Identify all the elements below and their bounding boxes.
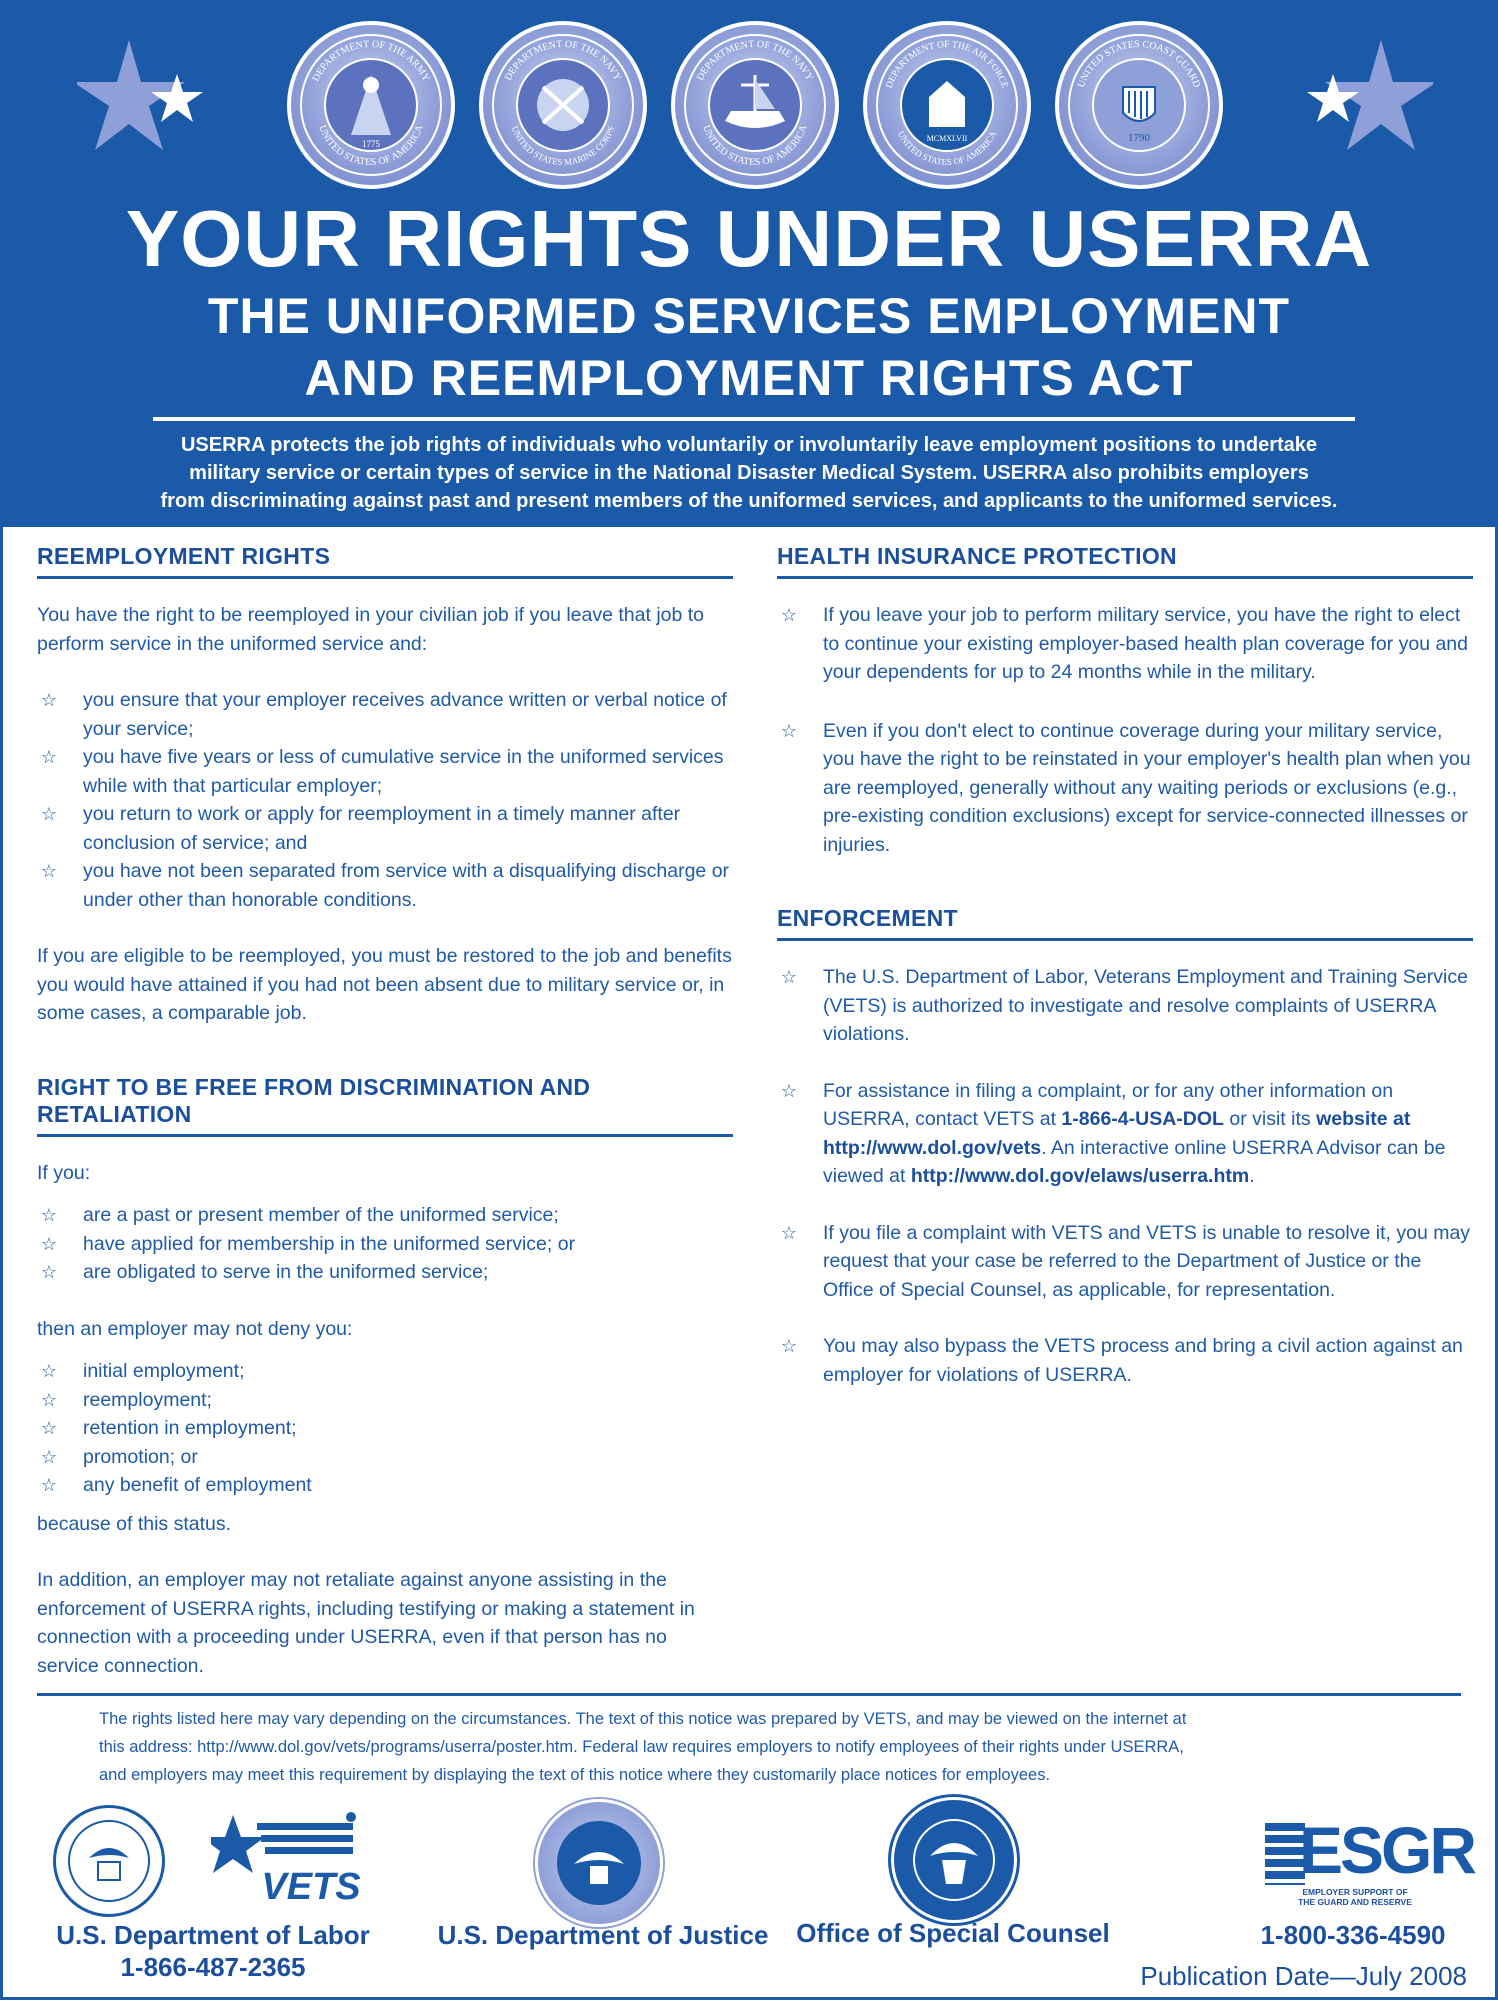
list-item: ☆ you have five years or less of cumulative service in the uniformed services while with that particular employer; — [37, 743, 733, 800]
health-heading: HEALTH INSURANCE PROTECTION — [777, 543, 1473, 579]
air-force-seal-icon — [863, 21, 1031, 189]
dol-seal-icon — [53, 1805, 165, 1917]
title-divider — [153, 417, 1355, 421]
star-bullet-icon: ☆ — [780, 967, 798, 987]
vets-phone-link[interactable]: 1-866-4-USA-DOL — [1061, 1108, 1224, 1130]
star-bullet-icon: ☆ — [780, 1222, 798, 1243]
enforcement-list — [777, 963, 1473, 1389]
star-bullet-icon: ☆ — [40, 804, 58, 824]
deny-list — [37, 1357, 733, 1500]
reemployment-closing: If you are eligible to be reemployed, you must be restored to the job and benefits you would have attained if you had not been absent due to military service or, in some cases, a comparable job. — [37, 945, 732, 1024]
star-bullet-icon: ☆ — [40, 1418, 58, 1438]
because-status: because of this status. — [37, 1512, 232, 1535]
esgr-block — [1223, 1919, 1483, 1951]
star-bullet-icon: ☆ — [40, 1446, 58, 1467]
star-bullet-icon: ☆ — [40, 690, 58, 710]
reemployment-conditions-list — [37, 686, 733, 914]
svg-text:UNITED STATES COAST GUARD: UNITED STATES COAST GUARD — [1075, 38, 1203, 90]
header-banner — [3, 3, 1495, 527]
osc-name: Office of Special Counsel — [796, 1918, 1110, 1948]
svg-text:DEPARTMENT OF THE ARMY: DEPARTMENT OF THE ARMY — [310, 38, 432, 84]
star-bullet-icon: ☆ — [780, 1080, 798, 1101]
star-bullet-icon: ☆ — [40, 1205, 58, 1225]
star-bullet-icon: ☆ — [780, 720, 798, 741]
userra-advisor-link[interactable]: http://www.dol.gov/elaws/userra.htm — [910, 1165, 1250, 1187]
list-item: ☆ promotion; or — [37, 1443, 733, 1472]
star-bullet-icon: ☆ — [780, 1336, 798, 1356]
list-item: ☆ are a past or present member of the uniformed service; — [37, 1201, 733, 1230]
svg-text:UNITED STATES MARINE CORPS: UNITED STATES MARINE CORPS — [509, 124, 617, 168]
army-seal-icon — [287, 21, 455, 189]
reemployment-heading: REEMPLOYMENT RIGHTS — [37, 543, 733, 579]
dol-name: U.S. Department of Labor — [56, 1920, 370, 1950]
right-column — [777, 543, 1473, 1389]
star-bullet-icon: ☆ — [40, 1361, 58, 1381]
svg-text:1790: 1790 — [1128, 132, 1150, 144]
list-item: ☆ any benefit of employment — [37, 1471, 733, 1500]
list-item: ☆ you ensure that your employer receives advance written or verbal notice of your service; — [37, 686, 733, 743]
osc-block — [783, 1917, 1123, 1949]
vets-website-link[interactable]: website at http://www.dol.gov/vets — [823, 1108, 1411, 1159]
doj-block — [423, 1919, 783, 1951]
svg-text:1775: 1775 — [362, 139, 380, 149]
poster-title: YOUR RIGHTS UNDER USERRA — [125, 194, 1373, 283]
doj-seal-icon — [535, 1799, 663, 1927]
star-bullet-icon: ☆ — [40, 1262, 58, 1282]
left-column — [37, 543, 733, 1680]
list-item: ☆ reemployment; — [37, 1386, 733, 1415]
list-item: ☆ are obligated to serve in the uniformed service; — [37, 1258, 733, 1287]
svg-text:MCMXLVII: MCMXLVII — [926, 134, 968, 143]
esgr-logo: ESGR EMPLOYER SUPPORT OF THE GUARD AND RESERVE — [1265, 1823, 1445, 1923]
list-item: ☆ If you leave your job to perform military service, you have the right to elect to continue your existing employer-based health plan coverage for you and your dependents for up to 24 months while in the military. — [777, 601, 1473, 687]
svg-text:DEPARTMENT OF THE NAVY: DEPARTMENT OF THE NAVY — [694, 38, 816, 83]
list-item: ☆ have applied for membership in the uniformed service; or — [37, 1230, 733, 1259]
reemployment-lead: You have the right to be reemployed in your civilian job if you leave that job to perform service in the uniformed service and: — [37, 604, 705, 655]
svg-text:DEPARTMENT OF THE NAVY: DEPARTMENT OF THE NAVY — [502, 38, 624, 83]
list-item: ☆ initial employment; — [37, 1357, 733, 1386]
left-stars-icon — [77, 38, 217, 158]
membership-list — [37, 1201, 733, 1287]
dol-block — [43, 1919, 383, 1983]
svg-text:UNITED STATES OF AMERICA: UNITED STATES OF AMERICA — [700, 123, 810, 169]
footer-divider — [37, 1693, 1461, 1696]
svg-text:UNITED STATES OF AMERICA: UNITED STATES OF AMERICA — [895, 129, 999, 168]
list-item: ☆ If you file a complaint with VETS and VETS is unable to resolve it, you may request that your case be referred to the Department of Justice or the Office of Special Counsel, as applicable, for representation. — [777, 1219, 1473, 1305]
list-item: ☆ retention in employment; — [37, 1414, 733, 1443]
star-bullet-icon: ☆ — [780, 605, 798, 625]
health-list — [777, 601, 1473, 859]
star-bullet-icon: ☆ — [40, 861, 58, 881]
list-item: ☆ You may also bypass the VETS process and bring a civil action against an employer for violations of USERRA. — [777, 1332, 1473, 1389]
list-item: ☆ Even if you don't elect to continue coverage during your military service, you have the right to be reinstated in your employer's health plan when you are reemployed, generally without any waiting periods or exclusions (e.g., pre-existing condition exclusions) except for service-connected illnesses or injuries. — [777, 717, 1473, 860]
osc-seal-icon — [891, 1797, 1017, 1923]
star-bullet-icon: ☆ — [40, 1389, 58, 1410]
footer-note: The rights listed here may vary depending on the circumstances. The text of this notice was prepared by VETS, and may be viewed on the internet at this address: http://www.dol.gov/vets/programs/userra/poster.htm. Federal law requires employers to notify employees of their rights under USERRA, and employers may meet this requirement by displaying the text of this notice where they customarily place notices for employees. — [99, 1710, 1187, 1784]
intro-paragraph: USERRA protects the job rights of individuals who voluntarily or involuntarily leave employment positions to undertake military service or certain types of service in the National Disaster Medical System. USERRA also prohibits employers from discriminating against past and present members of the uniformed services, and applicants to the uniformed services. — [160, 434, 1338, 512]
right-stars-icon — [1293, 38, 1433, 158]
discrimination-lead: If you: — [37, 1161, 91, 1184]
enforcement-heading: ENFORCEMENT — [777, 905, 1473, 941]
poster-subtitle: THE UNIFORMED SERVICES EMPLOYMENT AND REEMPLOYMENT RIGHTS ACT — [207, 288, 1291, 406]
svg-text:VETS: VETS — [261, 1866, 361, 1907]
list-item: ☆ For assistance in filing a complaint, or for any other information on USERRA, contact VETS at 1-866-4-USA-DOL or visit its website at http://www.dol.gov/vets. An interactive online USERRA Advisor can be viewed at http://www.dol.gov/elaws/userra.htm. — [777, 1077, 1473, 1191]
star-bullet-icon: ☆ — [40, 747, 58, 767]
coast-guard-seal-icon — [1055, 21, 1223, 189]
navy-marine-seal-icon — [479, 21, 647, 189]
discrimination-middle: then an employer may not deny you: — [37, 1317, 353, 1340]
publication-date: Publication Date—July 2008 — [1140, 1961, 1467, 1991]
svg-text:UNITED STATES OF AMERICA: UNITED STATES OF AMERICA — [316, 123, 426, 169]
list-item: ☆ The U.S. Department of Labor, Veterans Employment and Training Service (VETS) is authorized to investigate and resolve complaints of USERRA violations. — [777, 963, 1473, 1049]
star-bullet-icon: ☆ — [40, 1233, 58, 1254]
list-item: ☆ you have not been separated from service with a disqualifying discharge or under other than honorable conditions. — [37, 857, 733, 914]
doj-name: U.S. Department of Justice — [437, 1920, 769, 1950]
navy-seal-icon — [671, 21, 839, 189]
esgr-phone[interactable]: 1-800-336-4590 — [1260, 1920, 1446, 1950]
dol-phone[interactable]: 1-866-487-2365 — [120, 1952, 306, 1982]
svg-text:DEPARTMENT OF THE AIR FORCE: DEPARTMENT OF THE AIR FORCE — [884, 39, 1010, 90]
list-item: ☆ you return to work or apply for reemployment in a timely manner after conclusion of service; and — [37, 800, 733, 857]
star-bullet-icon: ☆ — [40, 1475, 58, 1495]
vets-logo-icon — [211, 1811, 367, 1907]
discrimination-heading: RIGHT TO BE FREE FROM DISCRIMINATION AND RETALIATION — [37, 1074, 733, 1137]
retaliation-paragraph: In addition, an employer may not retaliate against anyone assisting in the enforcement of USERRA rights, including testifying or making a statement in connection with a proceeding under USERRA, even if that person has no service connection. — [37, 1569, 695, 1677]
